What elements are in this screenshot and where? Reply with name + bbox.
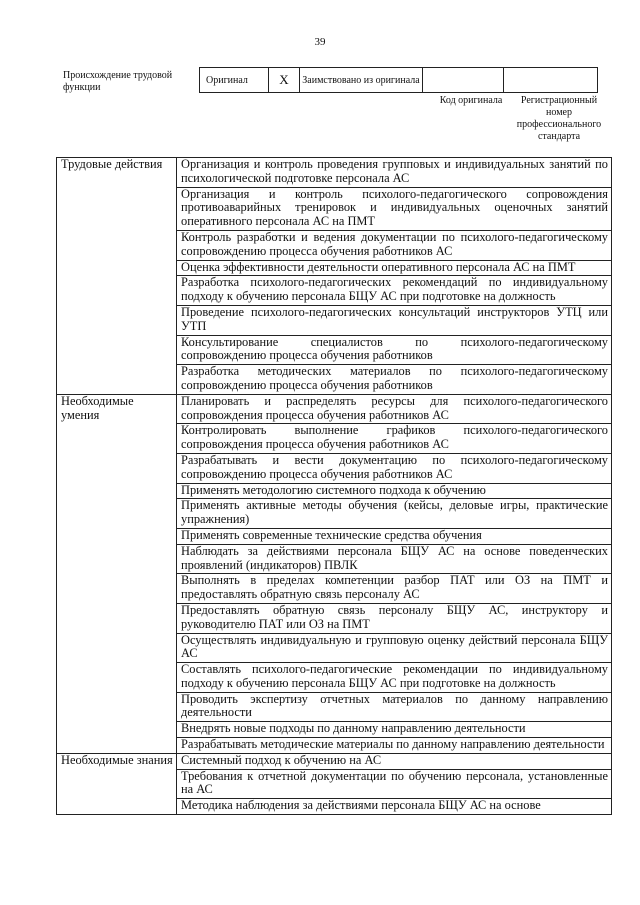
list-item: Составлять психолого-педагогические рекомендации по индивидуальному подходу к обучению персонала БЩУ АС при подготовке на должность	[177, 663, 612, 693]
list-item: Выполнять в пределах компетенции разбор ПАТ или ОЗ на ПМТ и предоставлять обратную связь персоналу АС	[177, 574, 612, 604]
list-item: Организация и контроль психолого-педагогического сопровождения противоаварийных тренировок и индивидуальных оценочных занятий оперативного персонала АС на ПМТ	[177, 187, 612, 230]
reg-number-label: Регистрационный номер профессионального стандарта	[516, 95, 602, 142]
list-item: Осуществлять индивидуальную и групповую оценку действий персонала БЩУ АС	[177, 633, 612, 663]
list-item: Планировать и распределять ресурсы для психолого-педагогического сопровождения процесса обучения работников АС	[177, 394, 612, 424]
page-number: 39	[314, 36, 326, 48]
list-item: Наблюдать за действиями персонала БЩУ АС на основе поведенческих проявлений (индикаторов) ПВЛК	[177, 544, 612, 574]
function-table	[56, 157, 612, 815]
list-item: Внедрять новые подходы по данному направлению деятельности	[177, 722, 612, 738]
table-row	[57, 158, 612, 188]
list-item: Контроль разработки и ведения документации по психолого-педагогическому сопровождению процесса обучения работников АС	[177, 230, 612, 260]
borrowed-cell: Заимствовано из оригинала	[300, 68, 423, 93]
list-item: Методика наблюдения за действиями персонала БЩУ АС на основе	[177, 799, 612, 815]
list-item: Применять методологию системного подхода к обучению	[177, 483, 612, 499]
table-row	[57, 753, 612, 769]
origin-table	[199, 67, 598, 93]
section-title: Трудовые действия	[57, 158, 177, 395]
original-mark: X	[269, 68, 300, 93]
section-title: Необходимые знания	[57, 753, 177, 814]
list-item: Организация и контроль проведения групповых и индивидуальных занятий по психологической подготовке персонала АС	[177, 158, 612, 188]
original-cell: Оригинал	[200, 68, 269, 93]
list-item: Контролировать выполнение графиков психолого-педагогического сопровождения процесса обучения работников АС	[177, 424, 612, 454]
list-item: Оценка эффективности деятельности оперативного персонала АС на ПМТ	[177, 260, 612, 276]
section-title: Необходимые умения	[57, 394, 177, 753]
list-item: Проводить экспертизу отчетных материалов по данному направлению деятельности	[177, 692, 612, 722]
code-label: Код оригинала	[439, 95, 503, 106]
list-item: Консультирование специалистов по психолого-педагогическому сопровождению процесса обучения работников	[177, 335, 612, 365]
list-item: Системный подход к обучению на АС	[177, 753, 612, 769]
list-item: Применять активные методы обучения (кейсы, деловые игры, практические упражнения)	[177, 499, 612, 529]
list-item: Разработка психолого-педагогических рекомендаций по индивидуальному подходу к обучению персонала БЩУ АС при подготовке на должность	[177, 276, 612, 306]
reg-number-cell	[504, 68, 598, 93]
code-cell	[423, 68, 504, 93]
list-item: Применять современные технические средства обучения	[177, 528, 612, 544]
list-item: Разрабатывать и вести документацию по психолого-педагогическому сопровождению процесса обучения работников АС	[177, 453, 612, 483]
list-item: Разработка методических материалов по психолого-педагогическому сопровождению процесса обучения работников	[177, 365, 612, 395]
list-item: Предоставлять обратную связь персоналу БЩУ АС, инструктору и руководителю ПАТ или ОЗ на ПМТ	[177, 603, 612, 633]
list-item: Требования к отчетной документации по обучению персонала, установленные на АС	[177, 769, 612, 799]
list-item: Разрабатывать методические материалы по данному направлению деятельности	[177, 738, 612, 754]
table-row	[57, 394, 612, 424]
origin-label: Происхождение трудовой функции	[63, 70, 173, 93]
list-item: Проведение психолого-педагогических консультаций инструкторов УТЦ или УТП	[177, 305, 612, 335]
